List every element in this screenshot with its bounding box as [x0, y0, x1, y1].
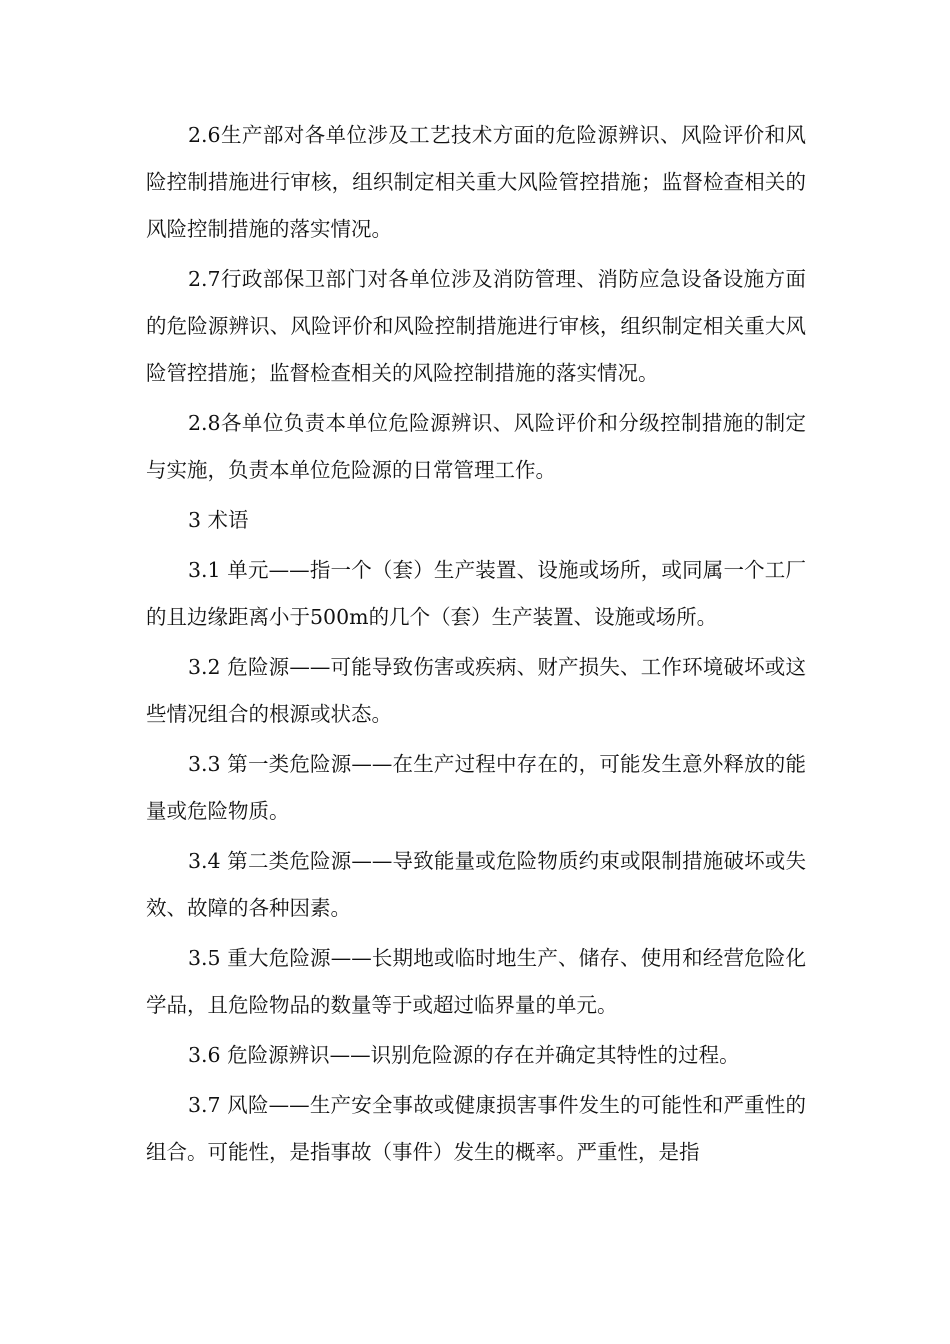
paragraph-3-6: 3.6 危险源辨识——识别危险源的存在并确定其特性的过程。 [188, 1043, 740, 1067]
paragraph-3-5: 3.5 重大危险源——长期地或临时地生产、储存、使用和经营危险化学品，且危险物品的数量等于或超过临界量的单元。 [146, 946, 806, 1017]
paragraph-3-7: 3.7 风险——生产安全事故或健康损害事件发生的可能性和严重性的组合。可能性，是指事故（事件）发生的概率。严重性，是指 [146, 1093, 806, 1164]
paragraph-2-8: 2.8各单位负责本单位危险源辨识、风险评价和分级控制措施的制定与实施，负责本单位危险源的日常管理工作。 [146, 411, 806, 482]
paragraph-3-4: 3.4 第二类危险源——导致能量或危险物质约束或限制措施破坏或失效、故障的各种因素。 [146, 849, 806, 920]
paragraph-3-1: 3.1 单元——指一个（套）生产装置、设施或场所，或同属一个工厂的且边缘距离小于500m的几个（套）生产装置、设施或场所。 [146, 558, 806, 629]
paragraph-2-6: 2.6生产部对各单位涉及工艺技术方面的危险源辨识、风险评价和风险控制措施进行审核，组织制定相关重大风险管控措施；监督检查相关的风险控制措施的落实情况。 [146, 123, 806, 241]
section-heading-terms: 3 术语 [188, 508, 249, 532]
document-body [146, 112, 806, 1179]
paragraph-3-2: 3.2 危险源——可能导致伤害或疾病、财产损失、工作环境破坏或这些情况组合的根源或状态。 [146, 655, 806, 726]
paragraph-2-7: 2.7行政部保卫部门对各单位涉及消防管理、消防应急设备设施方面的危险源辨识、风险评价和风险控制措施进行审核，组织制定相关重大风险管控措施；监督检查相关的风险控制措施的落实情况。 [146, 267, 806, 385]
paragraph-3-3: 3.3 第一类危险源——在生产过程中存在的，可能发生意外释放的能量或危险物质。 [146, 752, 806, 823]
